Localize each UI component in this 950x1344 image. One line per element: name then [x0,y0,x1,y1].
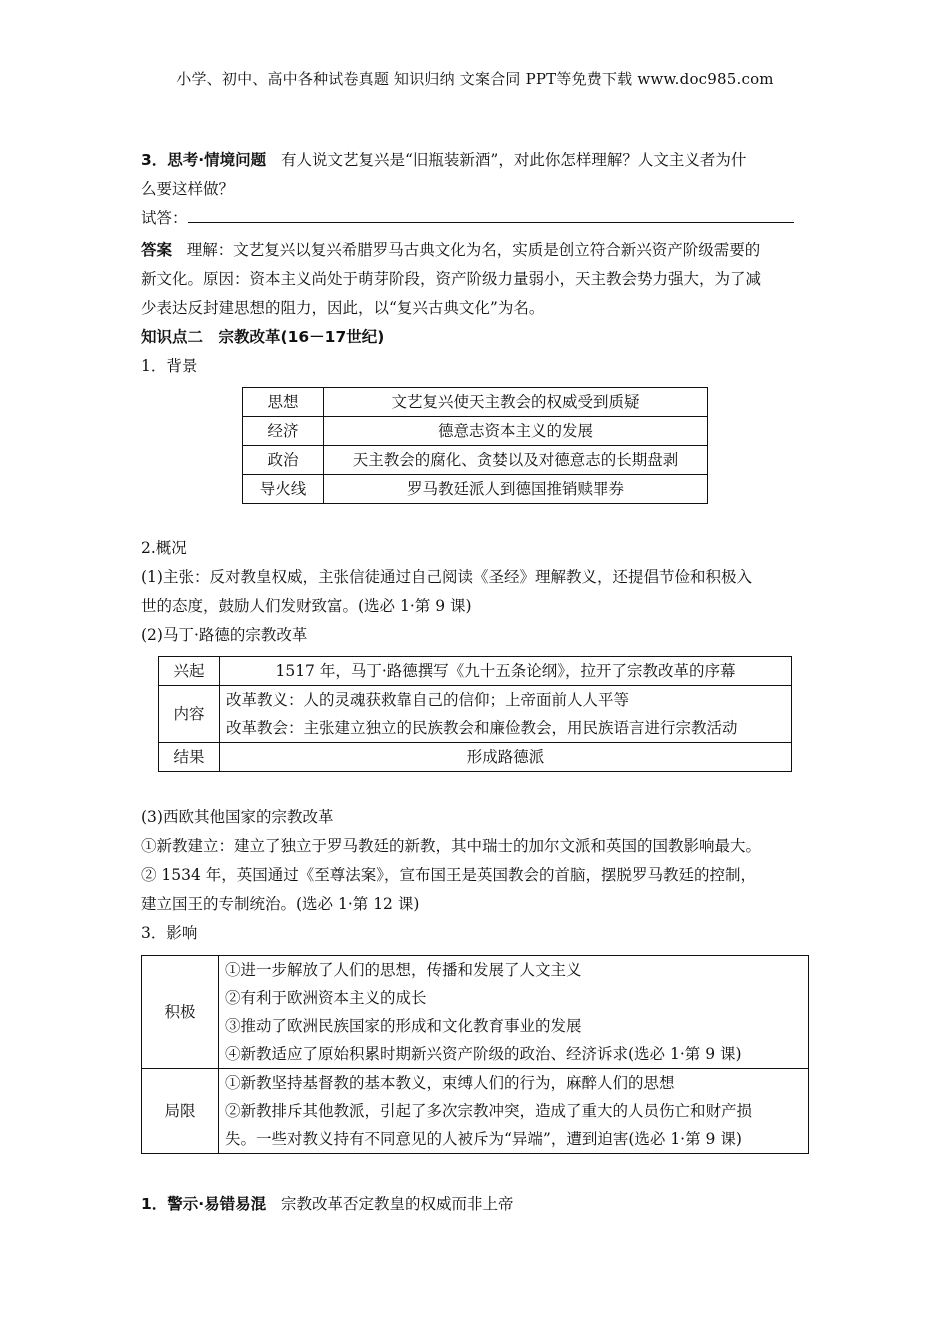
impact-limit-3: 失。一些对教义持有不同意见的人被斥为“异端”，遭到迫害(选必 1·第 9 课) [225,1130,742,1148]
table-row [159,686,792,743]
answer-block [141,236,811,323]
bg-value-3: 罗马教廷派人到德国推销赎罪券 [324,475,708,504]
table-row [142,1069,809,1154]
impact-table [141,955,809,1154]
overview-block [141,534,811,650]
luther-result-value: 形成路德派 [220,743,792,772]
luther-table [158,656,792,772]
table-row [243,475,708,504]
other-countries-line-3: 建立国王的专制统治。(选必 1·第 12 课) [141,895,420,913]
background-table [242,387,708,504]
warning-block [141,1190,811,1219]
other-countries-line-2: ② 1534 年，英国通过《至尊法案》，宣布国王是英国教会的首脑，摆脱罗马教廷的控制， [141,866,757,884]
bg-key-1: 经济 [243,417,324,446]
table-row [159,657,792,686]
impact-limit-1: ①新教坚持基督教的基本教义，束缚人们的行为，麻醉人们的思想 [225,1074,675,1092]
luther-rise-value: 1517 年，马丁·路德撰写《九十五条论纲》，拉开了宗教改革的序幕 [220,657,792,686]
bg-key-2: 政治 [243,446,324,475]
answer-line-2: 新文化。原因：资本主义尚处于萌芽阶段，资产阶级力量弱小，天主教会势力强大，为了减 [141,270,762,288]
answer-blank-line[interactable] [188,206,794,223]
answer-line-1: 理解：文艺复兴以复兴希腊罗马古典文化为名，实质是创立符合新兴资产阶级需要的 [186,241,761,259]
luther-rise-key: 兴起 [159,657,220,686]
bg-key-3: 导火线 [243,475,324,504]
impact-limit-key: 局限 [142,1069,219,1154]
bg-value-1: 德意志资本主义的发展 [324,417,708,446]
impact-heading: 3．影响 [141,924,198,942]
answer-label: 答案 [141,241,173,259]
table-row [159,743,792,772]
knowledge-point-2 [141,323,811,381]
overview-heading: 2.概况 [141,539,187,557]
other-countries-block [141,803,811,948]
bg-key-0: 思想 [243,388,324,417]
question-3-text-1: 有人说文艺复兴是“旧瓶装新酒”，对此你怎样理解？人文主义者为什 [280,151,747,169]
page-header: 小学、初中、高中各种试卷真题 知识归纳 文案合同 PPT等免费下载 www.doc985.com [176,70,774,88]
question-3-text-2: 么要这样做？ [141,180,235,198]
impact-positive-2: ②有利于欧洲资本主义的成长 [225,989,427,1007]
answer-line-3: 少表达反封建思想的阻力，因此，以“复兴古典文化”为名。 [141,299,545,317]
bg-value-2: 天主教会的腐化、贪婪以及对德意志的长期盘剥 [324,446,708,475]
bg-value-0: 文艺复兴使天主教会的权威受到质疑 [324,388,708,417]
luther-content-value-2: 改革教会：主张建立独立的民族教会和廉俭教会，用民族语言进行宗教活动 [226,719,738,737]
overview-p1-line-2: 世的态度，鼓励人们发财致富。(选必 1·第 9 课) [141,597,472,615]
question-3-title: 3．思考·情境问题 [141,151,267,169]
luther-content-key: 内容 [159,686,220,743]
other-countries-heading: (3)西欧其他国家的宗教改革 [141,808,334,826]
table-row [243,446,708,475]
luther-result-key: 结果 [159,743,220,772]
warning-title: 1．警示·易错易混 [141,1195,267,1213]
other-countries-line-1: ①新教建立：建立了独立于罗马教廷的新教，其中瑞士的加尔文派和英国的国教影响最大。 [141,837,762,855]
overview-p2: (2)马丁·路德的宗教改革 [141,626,308,644]
try-answer-label: 试答： [141,209,188,227]
table-row [243,388,708,417]
impact-positive-3: ③推动了欧洲民族国家的形成和文化教育事业的发展 [225,1017,582,1035]
warning-text: 宗教改革否定教皇的权威而非上帝 [280,1195,514,1213]
knowledge-point-2-period: (16－17世纪) [280,328,385,346]
knowledge-point-2-title: 知识点二 宗教改革 [141,328,281,346]
background-heading: 1．背景 [141,357,198,375]
question-3 [141,146,811,233]
impact-positive-key: 积极 [142,956,219,1069]
table-row [243,417,708,446]
impact-limit-2: ②新教排斥其他教派，引起了多次宗教冲突，造成了重大的人员伤亡和财产损 [225,1102,753,1120]
overview-p1-line-1: (1)主张：反对教皇权威，主张信徒通过自己阅读《圣经》理解教义，还提倡节俭和积极入 [141,568,752,586]
table-row [142,956,809,1069]
luther-content-value-1: 改革教义：人的灵魂获救靠自己的信仰；上帝面前人人平等 [226,691,630,709]
impact-positive-1: ①进一步解放了人们的思想，传播和发展了人文主义 [225,961,582,979]
impact-positive-4: ④新教适应了原始积累时期新兴资产阶级的政治、经济诉求(选必 1·第 9 课) [225,1045,742,1063]
